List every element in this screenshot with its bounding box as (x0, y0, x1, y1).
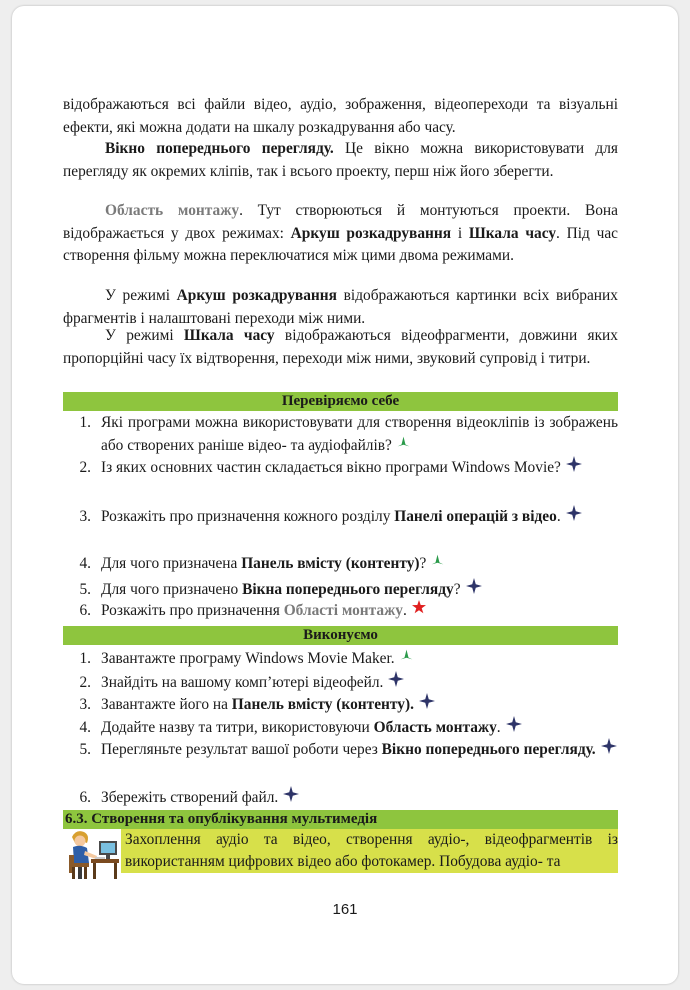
section-intro-text: Захоплення аудіо та відео, створення аудіо-, відеофрагментів із використанням цифрових відео або фотокамер. Побудова аудіо- та (125, 831, 618, 870)
term-storyboard: Аркуш розкадрування (290, 224, 452, 242)
do-item-6 (63, 787, 618, 810)
item-text: Із яких основних частин складається вікно програми Windows Movie? (101, 459, 561, 476)
item-number: 1. (79, 650, 91, 667)
star-navy-icon (601, 738, 617, 754)
do-it-heading: Виконуємо (63, 626, 618, 645)
term-preview-window: Вікно попереднього перегляду. (105, 140, 334, 157)
star-red-icon (412, 600, 426, 614)
item-text: Розкажіть про призначення (101, 602, 284, 619)
paragraph-storyboard-mode (63, 285, 618, 330)
term-editing-area: Області монтажу (283, 602, 403, 619)
item-text: Завантажте його на (101, 696, 232, 713)
check-item-4 (63, 553, 618, 576)
star-navy-icon (388, 671, 404, 687)
item-text: . (402, 602, 407, 619)
star-navy-icon (419, 693, 435, 709)
section-heading: 6.3. Створення та опублікування мультимедія (63, 810, 618, 829)
do-item-5 (63, 739, 618, 762)
item-number: 3. (79, 696, 91, 713)
item-text: Які програми можна використовувати для створення відеокліпів із зображень або створених раніше відео- та аудіофайлів? (101, 414, 618, 454)
check-item-5 (63, 579, 618, 602)
triangle-green-icon (397, 436, 410, 449)
student-at-computer-icon (66, 829, 120, 881)
item-text: Збережіть створений файл. (101, 789, 279, 806)
item-number: 2. (79, 459, 91, 476)
star-navy-icon (283, 786, 299, 802)
item-text: Додайте назву та титри, використовуючи (101, 719, 374, 736)
item-text: . (556, 508, 561, 525)
item-number: 4. (79, 719, 91, 736)
paragraph-text: відображаються відеофрагменти, довжини яких пропорційні часу їх відтворення, переходи між ними, звуковий супровід і титри. (63, 327, 618, 367)
page-number: 161 (332, 901, 358, 918)
paragraph-preview-window (63, 138, 618, 183)
paragraph-text: і (451, 224, 469, 242)
item-number: 3. (79, 508, 91, 525)
term-storyboard: Аркуш розкадрування (176, 287, 337, 304)
do-item-2 (63, 672, 618, 695)
term-timeline: Шкала часу (183, 327, 275, 344)
term-preview-window: Вікно попереднього перегляду. (381, 741, 596, 758)
paragraph-media-files (63, 94, 618, 139)
paragraph-text: У режимі (105, 287, 177, 304)
paragraph-text: У режимі (105, 327, 184, 344)
item-text: Для чого призначено (101, 581, 243, 598)
item-text: Знайдіть на вашому комп’ютері відеофейл. (101, 674, 384, 691)
do-item-1 (63, 648, 618, 671)
star-navy-icon (506, 716, 522, 732)
item-number: 2. (79, 674, 91, 691)
check-item-6 (63, 600, 618, 623)
item-text: Перегляньте результат вашої роботи через (101, 741, 382, 758)
paragraph-text: відображаються всі файли відео, аудіо, зображення, відеопереходи та візуальні ефекти, які можна додати на шкалу розкадрування або часу. (63, 96, 618, 136)
term-preview-window: Вікна попереднього перегляду (242, 581, 454, 598)
paragraph-text: . Тут створюються й монтуються проекти. Вона відображається у двох режимах: (63, 202, 618, 242)
paragraph-editing-area (63, 200, 618, 268)
term-editing-area: Область монтажу (105, 202, 240, 219)
item-number: 4. (79, 555, 91, 572)
item-text: ? (419, 555, 427, 572)
item-text: Розкажіть про призначення кожного розділу (101, 508, 395, 525)
term-timeline: Шкала часу (468, 224, 557, 242)
star-navy-icon (566, 505, 582, 521)
term-content-panel: Панель вмісту (контенту) (241, 555, 420, 572)
term-video-operations-panel: Панелі операцій з відео (394, 508, 557, 525)
triangle-green-icon (400, 649, 413, 662)
item-number: 5. (79, 741, 91, 758)
item-number: 1. (79, 414, 91, 431)
section-intro (121, 829, 618, 873)
item-number: 6. (79, 789, 91, 806)
paragraph-timeline-mode (63, 325, 618, 370)
paragraph-text: Це вікно можна використовувати для перегляду як окремих кліпів, так і всього проекту, перш ніж його зберегти. (63, 140, 618, 180)
paragraph-text: відображаються картинки всіх вибраних фрагментів і налаштовані переходи між ними. (63, 287, 618, 327)
item-text: . (496, 719, 501, 736)
triangle-green-icon (431, 554, 444, 567)
do-item-3 (63, 694, 618, 717)
term-editing-area: Область монтажу (373, 719, 497, 736)
item-text: Для чого призначена (101, 555, 242, 572)
check-item-2 (63, 457, 618, 480)
term-content-panel: Панель вмісту (контенту). (231, 696, 414, 713)
item-text: ? (453, 581, 461, 598)
star-navy-icon (566, 456, 582, 472)
do-item-4 (63, 717, 618, 740)
star-navy-icon (466, 578, 482, 594)
item-text: Завантажте програму Windows Movie Maker. (101, 650, 395, 667)
check-item-1 (63, 412, 618, 457)
check-item-3 (63, 506, 618, 529)
item-number: 5. (79, 581, 91, 598)
paragraph-text: . Під час створення фільму можна переключатися між цими двома режимами. (63, 224, 618, 265)
item-number: 6. (79, 602, 91, 619)
check-yourself-heading: Перевіряємо себе (63, 392, 618, 411)
